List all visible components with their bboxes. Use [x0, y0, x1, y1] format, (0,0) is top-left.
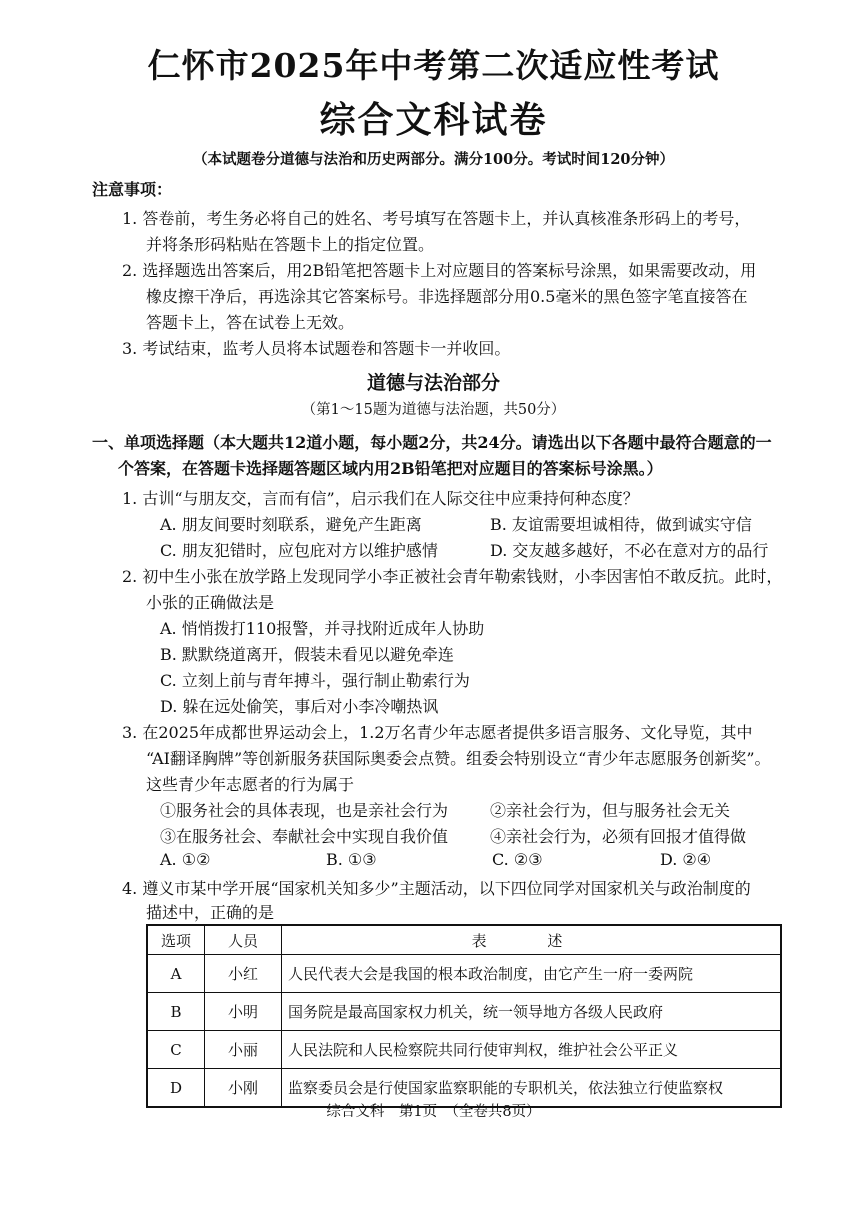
question-3-stem: “AI翻译胸牌”等创新服务获国际奥委会点赞。组委会特别设立“青少年志愿服务创新奖”。: [146, 749, 771, 768]
question-2-option-b: B. 默默绕道离开，假装未看见以避免牵连: [160, 645, 454, 664]
question-3-statement-4: ④亲社会行为，必须有回报才值得做: [490, 827, 747, 846]
question-2-option-c: C. 立刻上前与青年搏斗，强行制止勒索行为: [160, 671, 470, 690]
question-3-stem: 3. 在2025年成都世界运动会上，1.2万名青少年志愿者提供多语言服务、文化导览，其中: [122, 723, 753, 742]
notice-heading: 注意事项：: [92, 180, 173, 199]
table-cell-text: 国务院是最高国家权力机关，统一领导地方各级人民政府: [282, 993, 782, 1031]
exam-title: 仁怀市2025年中考第二次适应性考试: [147, 46, 720, 85]
table-header: 人员: [205, 925, 282, 955]
question-2-stem: 2. 初中生小张在放学路上发现同学小李正被社会青年勒索钱财，小李因害怕不敢反抗。此时，: [122, 567, 783, 586]
table-row: [147, 993, 781, 1031]
question-3-option-d: D. ②④: [660, 850, 712, 869]
part-heading: 个答案，在答题卡选择题答题区域内用2B铅笔把对应题目的答案标号涂黑。）: [118, 459, 663, 478]
table-cell-option: D: [147, 1069, 205, 1108]
section-subheading: （第1～15题为道德与法治题，共50分）: [301, 402, 566, 418]
table-header: 表 述: [282, 925, 782, 955]
section-heading: 道德与法治部分: [366, 372, 500, 394]
table-header: 选项: [147, 925, 205, 955]
notice-line: 并将条形码粘贴在答题卡上的指定位置。: [146, 235, 435, 254]
question-3-stem: 这些青少年志愿者的行为属于: [146, 775, 355, 794]
question-2-option-d: D. 躲在远处偷笑，事后对小李冷嘲热讽: [160, 697, 439, 716]
question-4-table: [146, 924, 782, 1108]
table-cell-option: C: [147, 1031, 205, 1069]
question-1-option-a: A. 朋友间要时刻联系，避免产生距离: [160, 515, 422, 534]
table-cell-option: B: [147, 993, 205, 1031]
question-3-option-b: B. ①③: [326, 850, 377, 869]
question-1-stem: 1. 古训“与朋友交，言而有信”，启示我们在人际交往中应秉持何种态度？: [122, 489, 639, 508]
table-cell-text: 人民代表大会是我国的根本政治制度，由它产生一府一委两院: [282, 955, 782, 993]
table-row: [147, 1031, 781, 1069]
exam-note: （本试题卷分道德与法治和历史两部分。满分100分。考试时间120分钟）: [192, 151, 675, 168]
table-cell-person: 小刚: [205, 1069, 282, 1108]
question-3-option-c: C. ②③: [492, 850, 543, 869]
question-4-stem: 描述中，正确的是: [146, 903, 275, 922]
question-2-stem: 小张的正确做法是: [146, 593, 275, 612]
table-header-row: [147, 925, 781, 955]
notice-line: 3. 考试结束，监考人员将本试题卷和答题卡一并收回。: [122, 339, 511, 358]
part-heading: 一、单项选择题（本大题共12道小题，每小题2分，共24分。请选出以下各题中最符合题意的一: [92, 433, 772, 452]
question-1-option-b: B. 友谊需要坦诚相待，做到诚实守信: [490, 515, 752, 534]
table-cell-person: 小丽: [205, 1031, 282, 1069]
table-row: [147, 955, 781, 993]
page-footer: 综合文科 第1页 （全卷共8页）: [326, 1104, 541, 1120]
notice-line: 2. 选择题选出答案后，用2B铅笔把答题卡上对应题目的答案标号涂黑，如果需要改动，用: [122, 261, 757, 280]
question-2-option-a: A. 悄悄拨打110报警，并寻找附近成年人协助: [160, 619, 485, 638]
notice-line: 答题卡上，答在试卷上无效。: [146, 313, 355, 332]
table-cell-option: A: [147, 955, 205, 993]
exam-subject: 综合文科试卷: [319, 99, 548, 141]
table-cell-person: 小明: [205, 993, 282, 1031]
question-3-statement-3: ③在服务社会、奉献社会中实现自我价值: [160, 827, 449, 846]
table-cell-text: 监察委员会是行使国家监察职能的专职机关，依法独立行使监察权: [282, 1069, 782, 1108]
notice-line: 1. 答卷前，考生务必将自己的姓名、考号填写在答题卡上，并认真核准条形码上的考号，: [122, 209, 751, 228]
question-4-stem: 4. 遵义市某中学开展“国家机关知多少”主题活动，以下四位同学对国家机关与政治制度的: [122, 879, 751, 898]
question-1-option-d: D. 交友越多越好，不必在意对方的品行: [490, 541, 769, 560]
question-3-option-a: A. ①②: [160, 850, 211, 869]
table-cell-person: 小红: [205, 955, 282, 993]
question-3-statement-2: ②亲社会行为，但与服务社会无关: [490, 801, 731, 820]
notice-line: 橡皮擦干净后，再选涂其它答案标号。非选择题部分用0.5毫米的黑色签字笔直接答在: [146, 287, 748, 306]
table-cell-text: 人民法院和人民检察院共同行使审判权，维护社会公平正义: [282, 1031, 782, 1069]
question-1-option-c: C. 朋友犯错时，应包庇对方以维护感情: [160, 541, 438, 560]
question-3-statement-1: ①服务社会的具体表现，也是亲社会行为: [160, 801, 449, 820]
